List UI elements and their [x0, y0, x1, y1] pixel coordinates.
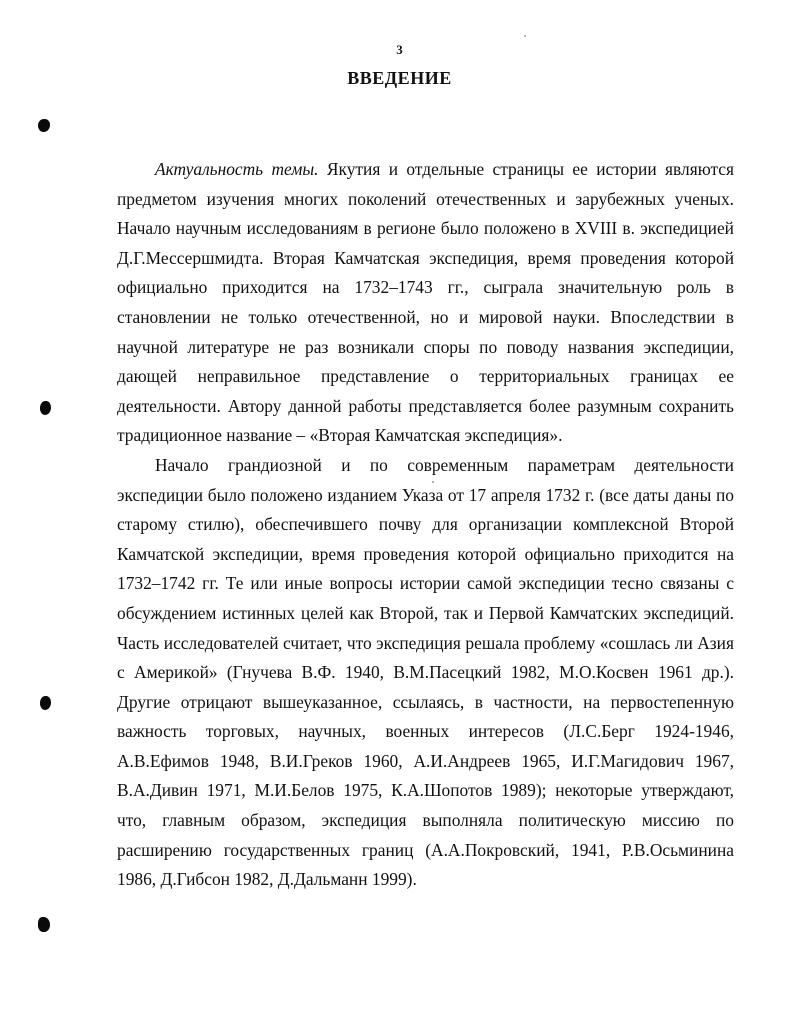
binder-hole-mark	[38, 119, 50, 132]
binder-hole-mark	[40, 696, 51, 710]
binder-hole-mark	[38, 917, 50, 932]
section-heading: ВВЕДЕНИЕ	[347, 68, 452, 88]
paragraph	[117, 155, 734, 451]
scan-speck	[524, 35, 526, 37]
paragraph-text: Якутия и отдельные страницы ее истории являются предметом изучения многих поколений отечественных и зарубежных ученых. Начало научным исследованиям в регионе было положено в XVIII в. экспедицией Д.Г.Мессершмидта. Вторая Камчатская экспедиция, время проведения которой официально приходится на 1732–1743 гг., сыграла значительную роль в становлении не только отечественной, но и мировой науки. Впоследствии в научной литературе не раз возникали споры по поводу названия экспедиции, дающей неправильное представление о территориальных границах ее деятельности. Автору данной работы представляется более разумным сохранить традиционное название – «Вторая Камчатская экспедиция».	[117, 159, 734, 446]
binder-hole-mark	[40, 401, 51, 415]
paragraph-lead: Актуальность темы.	[155, 159, 319, 179]
paragraph-text: Начало грандиозной и по современным параметрам деятельности экспедиции было положено изданием Указа от 17 апреля 1732 г. (все даты даны по старому стилю), обеспечившего почву для организации комплексной Второй Камчатской экспедиции, время проведения которой официально приходится на 1732–1742 гг. Те или иные вопросы истории самой экспедиции тесно связаны с обсуждением истинных целей как Второй, так и Первой Камчатских экспедиций. Часть исследователей считает, что экспедиция решала проблему «сошлась ли Азия с Америкой» (Гнучева В.Ф. 1940, В.М.Пасецкий 1982, М.О.Косвен 1961 др.). Другие отрицают вышеуказанное, ссылаясь, в частности, на первостепенную важность торговых, научных, военных интересов (Л.С.Берг 1924-1946, А.В.Ефимов 1948, В.И.Греков 1960, А.И.Андреев 1965, И.Г.Магидович 1967, В.А.Дивин 1971, М.И.Белов 1975, К.А.Шопотов 1989); некоторые утверждают, что, главным образом, экспедиция выполняла политическую миссию по расширению государственных границ (А.А.Покровский, 1941, Р.В.Осьминина 1986, Д.Гибсон 1982, Д.Дальманн 1999).	[117, 454, 734, 890]
body-text	[117, 155, 734, 895]
paragraph	[117, 451, 734, 895]
page-number: 3	[396, 42, 403, 57]
